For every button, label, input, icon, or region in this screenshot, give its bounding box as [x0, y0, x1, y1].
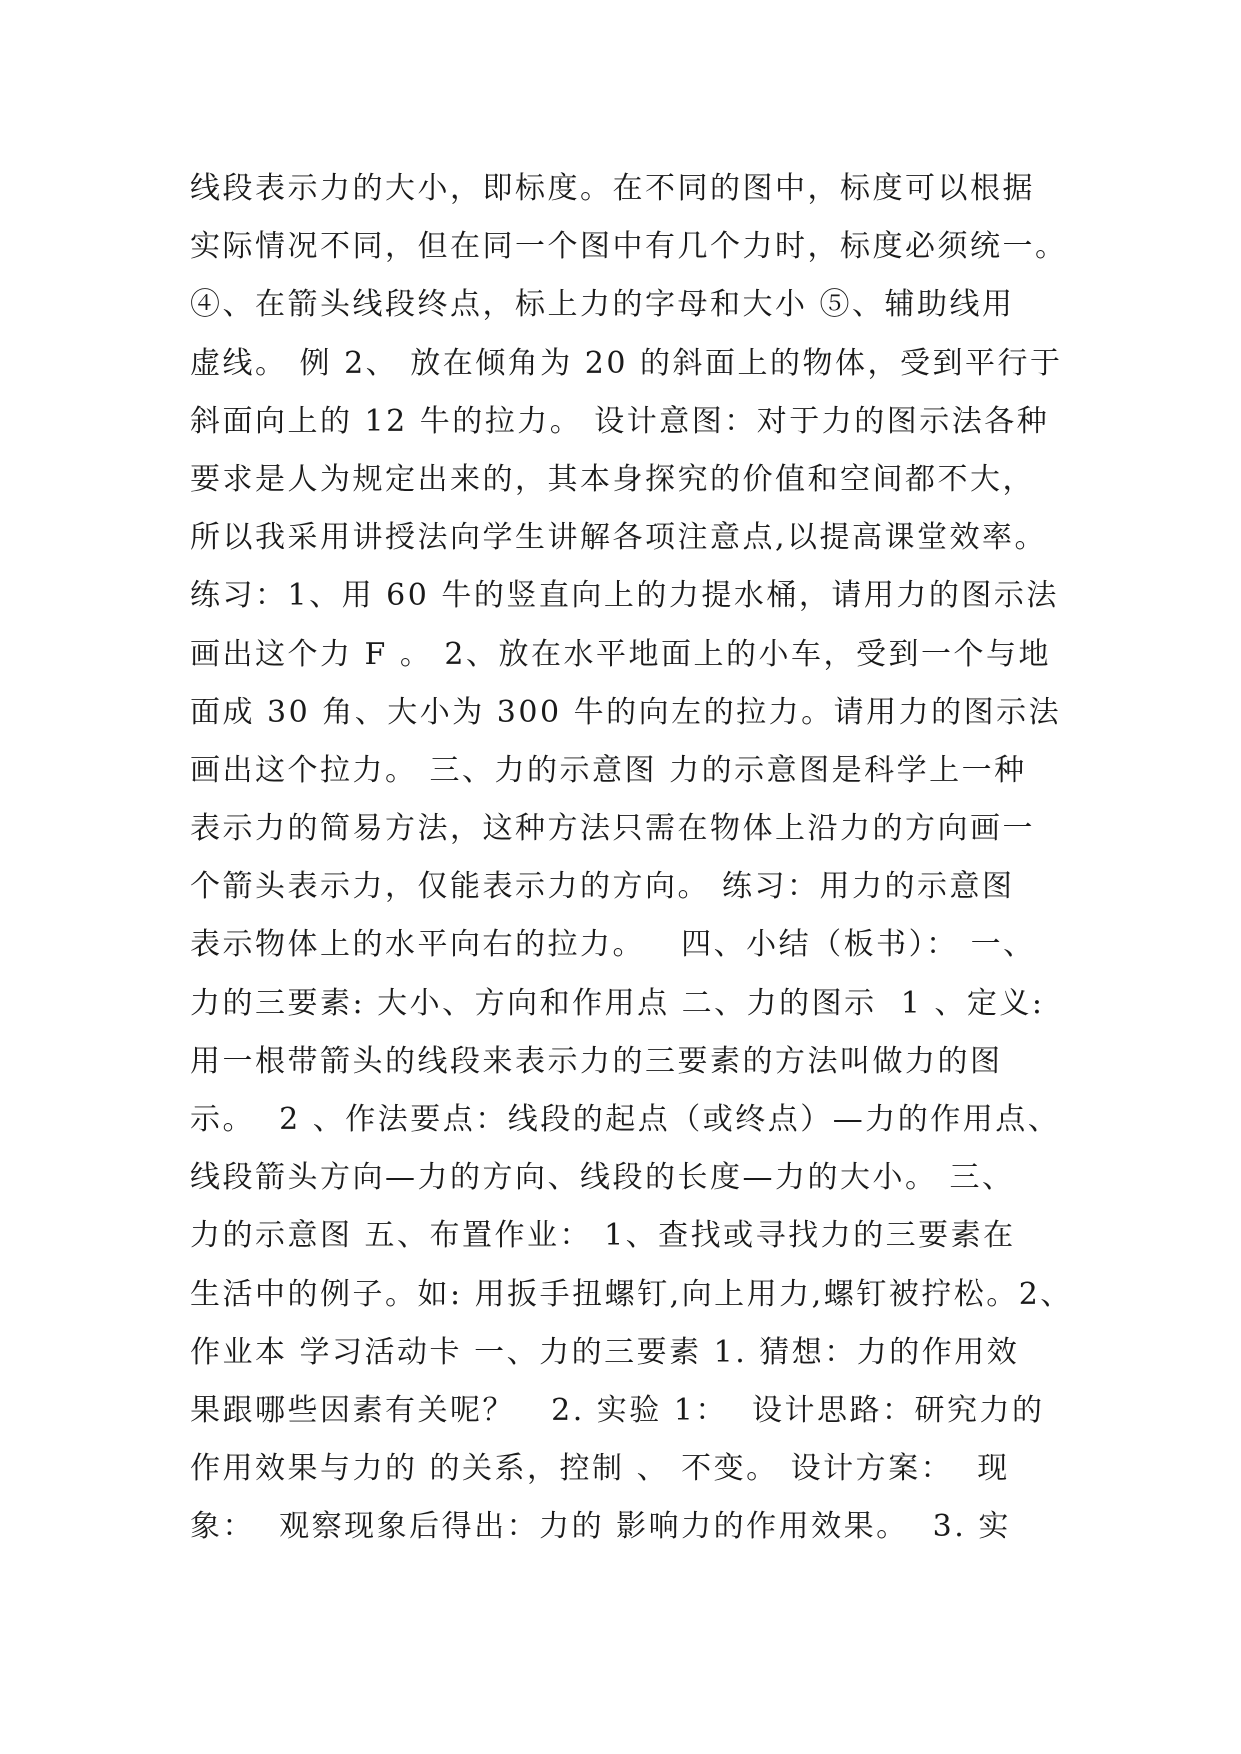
text-line: 画出这个力 F 。 2、放在水平地面上的小车，受到一个与地: [190, 636, 1052, 672]
body-text: [190, 160, 1073, 1557]
text-line: 示。 2 、作法要点：线段的起点（或终点）—力的作用点、: [190, 1102, 1061, 1137]
text-line: ④、在箭头线段终点，标上力的字母和大小 ⑤、辅助线用: [190, 287, 1015, 323]
text-line: 作业本 学习活动卡 一、力的三要素 1. 猜想：力的作用效: [190, 1334, 1020, 1370]
text-line: 表示物体上的水平向右的拉力。 四、小结（板书）： 一、: [190, 927, 1036, 963]
text-line: 力的三要素: 大小、方向和作用点 二、力的图示 1 、定义:: [190, 985, 1045, 1021]
text-line: 线段表示力的大小，即标度。在不同的图中，标度可以根据: [190, 171, 1035, 206]
text-line: 用一根带箭头的线段来表示力的三要素的方法叫做力的图: [190, 1043, 1003, 1079]
text-line: 个箭头表示力，仅能表示力的方向。 练习：用力的示意图: [190, 869, 1015, 905]
text-line: 生活中的例子。如: 用扳手扭螺钉,向上用力,螺钉被拧松。2、: [190, 1276, 1073, 1312]
text-line: 实际情况不同，但在同一个图中有几个力时，标度必须统一。: [190, 229, 1068, 265]
text-line: 画出这个拉力。 三、力的示意图 力的示意图是科学上一种: [190, 752, 1027, 788]
text-line: 要求是人为规定出来的，其本身探究的价值和空间都不大，: [190, 461, 1035, 497]
text-line: 果跟哪些因素有关呢？ 2. 实验 1： 设计思路：研究力的: [190, 1392, 1045, 1428]
text-line: 线段箭头方向—力的方向、线段的长度—力的大小。 三、: [190, 1160, 1015, 1196]
text-line: 表示力的简易方法，这种方法只需在物体上沿力的方向画一: [190, 811, 1035, 847]
text-line: 所以我采用讲授法向学生讲解各项注意点,以提高课堂效率。: [190, 520, 1048, 556]
text-line: 虚线。 例 2、 放在倾角为 20 的斜面上的物体，受到平行于: [190, 345, 1063, 381]
text-line: 斜面向上的 12 牛的拉力。 设计意图：对于力的图示法各种: [190, 403, 1050, 439]
text-line: 面成 30 角、大小为 300 牛的向左的拉力。请用力的图示法: [190, 694, 1062, 730]
text-line: 作用效果与力的 的关系，控制 、 不变。 设计方案： 现: [190, 1451, 1010, 1487]
text-line: 力的示意图 五、布置作业： 1、查找或寻找力的三要素在: [190, 1218, 1016, 1254]
text-line: 练习：1、用 60 牛的竖直向上的力提水桶，请用力的图示法: [190, 578, 1059, 614]
text-line: 象： 观察现象后得出：力的 影响力的作用效果。 3. 实: [190, 1509, 1011, 1545]
